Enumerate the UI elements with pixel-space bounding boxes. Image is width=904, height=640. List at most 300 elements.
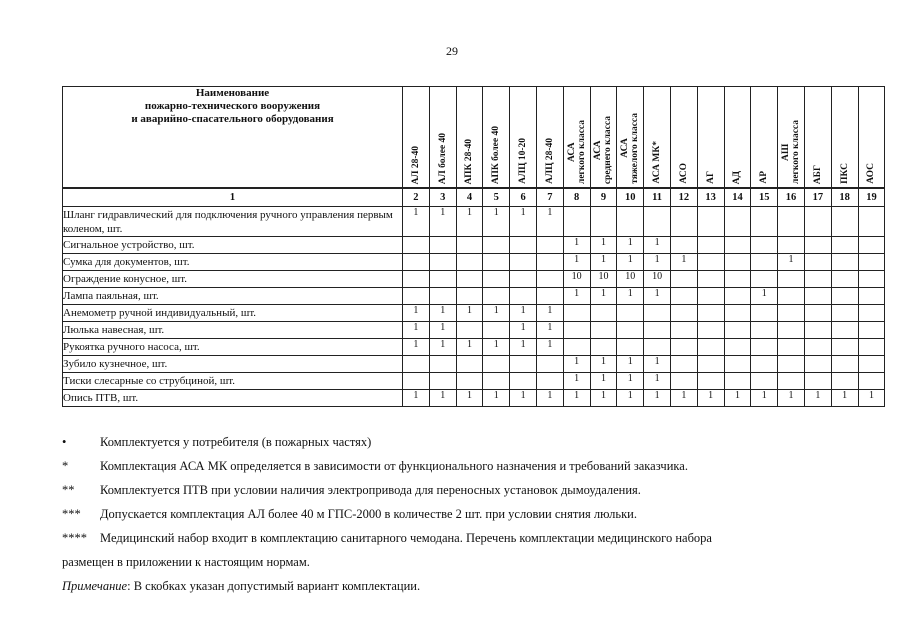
name-header-line: пожарно-технического вооружения (144, 100, 321, 112)
quantity-cell: 1 (751, 390, 778, 407)
column-number: 15 (751, 188, 778, 207)
column-header-line: АПК 28-40 (464, 138, 475, 184)
quantity-cell (858, 288, 885, 305)
column-header-line: среднего класса (603, 115, 614, 184)
column-number: 13 (697, 188, 724, 207)
quantity-cell: 1 (670, 254, 697, 271)
column-header-label (840, 163, 850, 184)
quantity-cell: 1 (429, 207, 456, 237)
column-header-label (464, 139, 474, 184)
column-header-line: АСА МК* (652, 141, 663, 184)
quantity-cell: 1 (429, 322, 456, 339)
quantity-cell: 1 (403, 305, 430, 322)
table-row (63, 339, 885, 356)
column-header-label (593, 116, 613, 184)
column-header-line: АГ (705, 171, 716, 184)
column-header (403, 87, 430, 189)
quantity-cell: 1 (590, 237, 617, 254)
item-name: Тиски слесарные со струбциной, шт. (63, 373, 403, 390)
quantity-cell (617, 305, 644, 322)
quantity-cell: 1 (403, 390, 430, 407)
column-header (483, 87, 510, 189)
quantity-cell (403, 271, 430, 288)
footnote-text: Комплектация АСА МК определяется в зависимости от функционального назначения и требований заказчика. (100, 458, 688, 473)
quantity-cell (644, 322, 671, 339)
column-number: 17 (804, 188, 831, 207)
item-name: Рукоятка ручного насоса, шт. (63, 339, 403, 356)
item-name: Лампа паяльная, шт. (63, 288, 403, 305)
quantity-cell (644, 207, 671, 237)
quantity-cell (778, 373, 805, 390)
column-number: 18 (831, 188, 858, 207)
quantity-cell (831, 207, 858, 237)
quantity-cell: 1 (590, 356, 617, 373)
quantity-cell: 1 (617, 237, 644, 254)
quantity-cell (804, 271, 831, 288)
quantity-cell (644, 305, 671, 322)
column-header (429, 87, 456, 189)
quantity-cell (456, 322, 483, 339)
column-header-label (518, 138, 528, 184)
quantity-cell (563, 322, 590, 339)
quantity-cell (778, 271, 805, 288)
quantity-cell (429, 237, 456, 254)
quantity-cell (483, 356, 510, 373)
quantity-cell (804, 237, 831, 254)
quantity-cell (751, 207, 778, 237)
quantity-cell (456, 356, 483, 373)
quantity-cell (778, 356, 805, 373)
column-number: 9 (590, 188, 617, 207)
quantity-cell (751, 322, 778, 339)
quantity-cell: 1 (778, 254, 805, 271)
quantity-cell: 1 (617, 373, 644, 390)
quantity-cell: 1 (456, 207, 483, 237)
column-number: 2 (403, 188, 430, 207)
quantity-cell (751, 271, 778, 288)
quantity-cell (778, 237, 805, 254)
quantity-cell (483, 322, 510, 339)
column-header-label (706, 171, 716, 184)
footnote-mark: *** (62, 506, 81, 521)
quantity-cell: 1 (563, 254, 590, 271)
quantity-cell (751, 254, 778, 271)
quantity-cell (831, 356, 858, 373)
quantity-cell (403, 254, 430, 271)
quantity-cell (858, 207, 885, 237)
quantity-cell: 1 (644, 356, 671, 373)
column-header-label (813, 165, 823, 184)
column-header-line: АСА (593, 140, 604, 160)
column-number: 5 (483, 188, 510, 207)
quantity-cell (831, 254, 858, 271)
quantity-cell (778, 322, 805, 339)
column-number-row (63, 188, 885, 207)
quantity-cell: 1 (510, 207, 537, 237)
quantity-cell (831, 237, 858, 254)
quantity-cell: 1 (429, 390, 456, 407)
name-header-line: и аварийно-спасательного оборудования (131, 113, 334, 125)
quantity-cell (429, 254, 456, 271)
column-header-line: ПКС (839, 163, 850, 184)
quantity-cell (831, 271, 858, 288)
column-header-line: АШ (781, 143, 792, 161)
column-header (617, 87, 644, 189)
quantity-cell (804, 339, 831, 356)
column-header (697, 87, 724, 189)
item-name: Анемометр ручной индивидуальный, шт. (63, 305, 403, 322)
quantity-cell (724, 305, 751, 322)
quantity-cell (563, 339, 590, 356)
quantity-cell (590, 305, 617, 322)
quantity-cell (858, 373, 885, 390)
quantity-cell (429, 356, 456, 373)
quantity-cell: 1 (456, 339, 483, 356)
column-header (644, 87, 671, 189)
quantity-cell (858, 356, 885, 373)
quantity-cell (456, 271, 483, 288)
column-header (751, 87, 778, 189)
quantity-cell (724, 339, 751, 356)
name-header-line: Наименование (195, 87, 270, 99)
table-row (63, 390, 885, 407)
quantity-cell (429, 288, 456, 305)
column-header (536, 87, 563, 189)
quantity-cell: 1 (456, 390, 483, 407)
quantity-cell: 1 (563, 237, 590, 254)
quantity-cell: 10 (590, 271, 617, 288)
column-header-label (545, 138, 555, 184)
column-header-label (491, 126, 501, 184)
quantity-cell: 1 (751, 288, 778, 305)
quantity-cell (858, 254, 885, 271)
quantity-cell (536, 254, 563, 271)
quantity-cell (456, 237, 483, 254)
quantity-cell: 1 (403, 339, 430, 356)
column-header-line: АСА (620, 138, 631, 159)
quantity-cell (483, 271, 510, 288)
quantity-cell (563, 207, 590, 237)
item-name: Сумка для документов, шт. (63, 254, 403, 271)
column-header-line: АЛЦ 10-20 (518, 138, 529, 184)
column-header-line: АЛ более 40 (437, 132, 448, 184)
footnote (62, 478, 882, 502)
quantity-cell: 1 (670, 390, 697, 407)
column-header-line: АОС (866, 163, 877, 184)
quantity-cell (670, 339, 697, 356)
quantity-cell (536, 237, 563, 254)
quantity-cell (510, 373, 537, 390)
item-name: Люлька навесная, шт. (63, 322, 403, 339)
footnote (62, 430, 882, 454)
table-row (63, 288, 885, 305)
quantity-cell (670, 305, 697, 322)
quantity-cell (697, 356, 724, 373)
quantity-cell (724, 356, 751, 373)
quantity-cell (670, 271, 697, 288)
quantity-cell (724, 237, 751, 254)
quantity-cell (403, 373, 430, 390)
quantity-cell: 1 (617, 288, 644, 305)
column-header-line: АЛ 28-40 (410, 145, 421, 184)
column-header-line: легкого класса (576, 119, 587, 184)
quantity-cell (590, 207, 617, 237)
quantity-cell (644, 339, 671, 356)
column-number: 6 (510, 188, 537, 207)
quantity-cell: 1 (858, 390, 885, 407)
quantity-cell (831, 322, 858, 339)
quantity-cell: 1 (510, 390, 537, 407)
quantity-cell: 10 (617, 271, 644, 288)
quantity-cell (670, 288, 697, 305)
quantity-cell: 1 (510, 339, 537, 356)
quantity-cell: 1 (536, 339, 563, 356)
quantity-cell: 1 (724, 390, 751, 407)
quantity-cell (536, 373, 563, 390)
footnote-mark: * (62, 458, 69, 473)
footnote-mark: **** (62, 530, 87, 545)
quantity-cell (858, 322, 885, 339)
footnote-text: Допускается комплектация АЛ более 40 м ГПС-2000 в количестве 2 шт. при условии снятия люльки. (100, 506, 637, 521)
quantity-cell: 1 (483, 207, 510, 237)
quantity-cell (858, 237, 885, 254)
column-header-label (620, 113, 640, 184)
quantity-cell (751, 339, 778, 356)
quantity-cell: 1 (483, 339, 510, 356)
quantity-cell: 1 (429, 305, 456, 322)
quantity-cell: 1 (617, 254, 644, 271)
column-header-label (866, 163, 876, 184)
table-row (63, 254, 885, 271)
item-name: Шланг гидравлический для подключения ручного управления первым коленом, шт. (63, 207, 403, 237)
column-header-label (679, 163, 689, 184)
column-header (670, 87, 697, 189)
table-row (63, 356, 885, 373)
quantity-cell (751, 305, 778, 322)
quantity-cell (697, 271, 724, 288)
quantity-cell (697, 373, 724, 390)
quantity-cell (804, 288, 831, 305)
quantity-cell (456, 373, 483, 390)
column-header (510, 87, 537, 189)
quantity-cell (456, 288, 483, 305)
column-header (804, 87, 831, 189)
quantity-cell (804, 305, 831, 322)
quantity-cell: 1 (590, 373, 617, 390)
column-header (778, 87, 805, 189)
item-name: Сигнальное устройство, шт. (63, 237, 403, 254)
quantity-cell (804, 207, 831, 237)
footnote-text: Комплектуется ПТВ при условии наличия электропривода для переносных установок дымоудаления. (100, 482, 641, 497)
column-header-label (759, 171, 769, 184)
footnotes (62, 430, 882, 598)
quantity-cell (670, 373, 697, 390)
quantity-cell (483, 237, 510, 254)
quantity-cell (751, 237, 778, 254)
quantity-cell (590, 322, 617, 339)
column-header-label (567, 120, 587, 184)
quantity-cell (858, 339, 885, 356)
quantity-cell: 10 (644, 271, 671, 288)
quantity-cell: 1 (778, 390, 805, 407)
quantity-cell (536, 271, 563, 288)
quantity-cell (697, 339, 724, 356)
quantity-cell: 1 (644, 254, 671, 271)
page-number: 29 (446, 44, 458, 58)
quantity-cell: 1 (563, 356, 590, 373)
table-row (63, 207, 885, 237)
column-number: 4 (456, 188, 483, 207)
quantity-cell: 1 (590, 288, 617, 305)
quantity-cell (670, 356, 697, 373)
footnote-mark: • (62, 434, 67, 449)
quantity-cell: 1 (644, 390, 671, 407)
column-number: 19 (858, 188, 885, 207)
quantity-cell: 1 (510, 322, 537, 339)
quantity-cell (429, 271, 456, 288)
remark (62, 574, 882, 598)
item-name: Ограждение конусное, шт. (63, 271, 403, 288)
item-name: Зубило кузнечное, шт. (63, 356, 403, 373)
column-header-line: АПК более 40 (491, 125, 502, 184)
quantity-cell: 1 (536, 207, 563, 237)
quantity-cell (804, 373, 831, 390)
quantity-cell (510, 254, 537, 271)
quantity-cell (563, 305, 590, 322)
quantity-cell (617, 339, 644, 356)
quantity-cell: 1 (403, 207, 430, 237)
table-row (63, 322, 885, 339)
quantity-cell (804, 356, 831, 373)
quantity-cell (510, 288, 537, 305)
quantity-cell (429, 373, 456, 390)
quantity-cell (831, 288, 858, 305)
item-name: Опись ПТВ, шт. (63, 390, 403, 407)
quantity-cell (403, 237, 430, 254)
quantity-cell: 1 (483, 305, 510, 322)
column-header-line: АД (732, 170, 743, 184)
quantity-cell (670, 237, 697, 254)
quantity-cell (697, 322, 724, 339)
quantity-cell (858, 305, 885, 322)
quantity-cell (483, 373, 510, 390)
table-row (63, 237, 885, 254)
column-header-line: АСО (678, 163, 689, 184)
column-header (563, 87, 590, 189)
column-header-label (652, 141, 662, 184)
quantity-cell (510, 356, 537, 373)
column-number: 7 (536, 188, 563, 207)
column-header-line: легкого класса (791, 119, 802, 184)
quantity-cell (456, 254, 483, 271)
column-header-line: АР (759, 171, 770, 184)
quantity-cell: 1 (831, 390, 858, 407)
footnote-continuation: размещен в приложении к настоящим нормам. (62, 554, 310, 569)
table-row (63, 271, 885, 288)
quantity-cell: 1 (536, 322, 563, 339)
quantity-cell (536, 288, 563, 305)
column-number: 8 (563, 188, 590, 207)
quantity-cell: 1 (697, 390, 724, 407)
footnote-text: Комплектуется у потребителя (в пожарных частях) (100, 434, 372, 449)
column-number: 11 (644, 188, 671, 207)
quantity-cell (804, 322, 831, 339)
footnote-text: Медицинский набор входит в комплектацию санитарного чемодана. Перечень комплектации медицинского набора (100, 530, 712, 545)
equipment-table (62, 86, 885, 407)
column-header (724, 87, 751, 189)
quantity-cell: 1 (483, 390, 510, 407)
quantity-cell: 1 (804, 390, 831, 407)
quantity-cell (670, 207, 697, 237)
column-header-line: тяжелого класса (630, 113, 641, 184)
remark-text: : В скобках указан допустимый вариант комплектации. (127, 578, 421, 593)
column-header (831, 87, 858, 189)
quantity-cell: 1 (590, 254, 617, 271)
quantity-cell: 1 (563, 390, 590, 407)
column-header-label (438, 133, 448, 184)
quantity-cell (483, 288, 510, 305)
quantity-cell (751, 356, 778, 373)
column-header-line: АЛЦ 28-40 (544, 138, 555, 184)
footnote (62, 526, 882, 550)
column-number: 3 (429, 188, 456, 207)
quantity-cell: 1 (617, 390, 644, 407)
quantity-cell (697, 254, 724, 271)
quantity-cell: 1 (429, 339, 456, 356)
table-row (63, 373, 885, 390)
quantity-cell (697, 288, 724, 305)
quantity-cell: 1 (563, 373, 590, 390)
quantity-cell (831, 305, 858, 322)
quantity-cell (403, 288, 430, 305)
quantity-cell (617, 207, 644, 237)
quantity-cell: 1 (644, 237, 671, 254)
quantity-cell (724, 373, 751, 390)
column-header (456, 87, 483, 189)
quantity-cell (831, 373, 858, 390)
name-column-header (63, 87, 403, 189)
quantity-cell (590, 339, 617, 356)
column-header-label (411, 146, 421, 184)
quantity-cell: 1 (644, 288, 671, 305)
quantity-cell (697, 237, 724, 254)
quantity-cell (724, 207, 751, 237)
quantity-cell: 1 (536, 305, 563, 322)
table-header-row (63, 87, 885, 189)
quantity-cell (804, 254, 831, 271)
column-header-label (781, 120, 801, 184)
quantity-cell (778, 305, 805, 322)
column-header (590, 87, 617, 189)
quantity-cell (778, 339, 805, 356)
quantity-cell: 1 (403, 322, 430, 339)
quantity-cell (403, 356, 430, 373)
column-number: 14 (724, 188, 751, 207)
quantity-cell: 10 (563, 271, 590, 288)
quantity-cell (724, 254, 751, 271)
quantity-cell (751, 373, 778, 390)
quantity-cell (831, 339, 858, 356)
quantity-cell: 1 (563, 288, 590, 305)
column-number: 1 (63, 188, 403, 207)
quantity-cell (724, 288, 751, 305)
quantity-cell (510, 271, 537, 288)
remark-label: Примечание (62, 578, 128, 593)
column-header-line: АСА (566, 142, 577, 162)
footnote-mark: ** (62, 482, 75, 497)
table-row (63, 305, 885, 322)
column-header-label (732, 171, 742, 184)
